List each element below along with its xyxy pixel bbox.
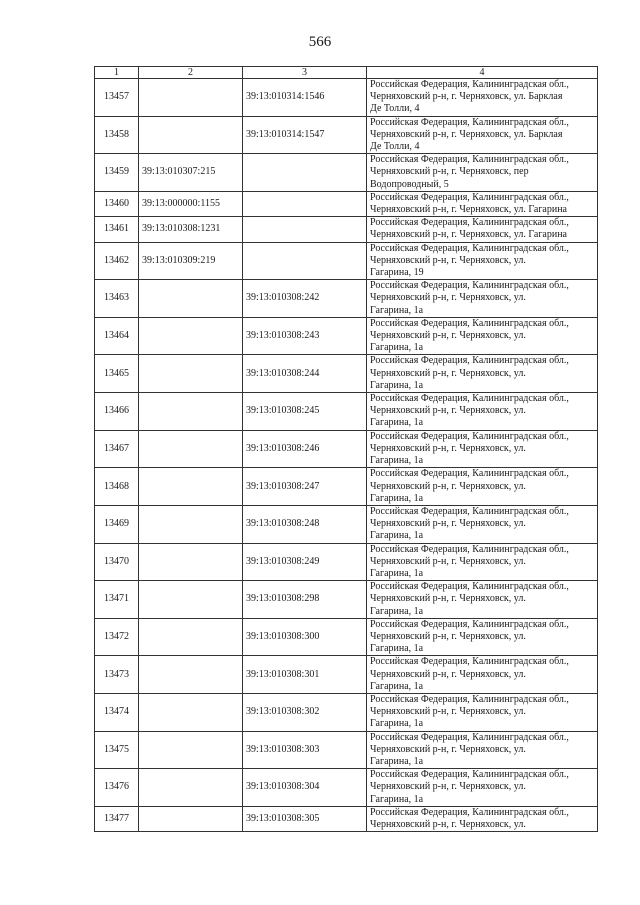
address-line: Гагарина, 1а (370, 605, 424, 617)
row-number: 13467 (95, 430, 139, 468)
row-number: 13473 (95, 656, 139, 694)
address-cell (367, 656, 598, 694)
cadastral-number-col3 (243, 191, 367, 216)
cadastral-number-col2 (139, 280, 243, 318)
address-line: Российская Федерация, Калининградская обл., (370, 355, 569, 367)
cadastral-number-col2 (139, 656, 243, 694)
column-header: 3 (243, 67, 367, 79)
address-cell (367, 154, 598, 192)
address-line: Гагарина, 1а (370, 379, 424, 391)
page-number: 566 (308, 34, 332, 50)
column-number-row (95, 67, 598, 79)
address-line: Российская Федерация, Калининградская обл., (370, 468, 569, 480)
address-line: Российская Федерация, Калининградская обл., (370, 505, 569, 517)
cadastral-number-col3: 39:13:010308:246 (243, 430, 367, 468)
cadastral-number-col3 (243, 217, 367, 242)
cadastral-number-col3: 39:13:010308:303 (243, 731, 367, 769)
cadastral-number-col2: 39:13:010308:1231 (139, 217, 243, 242)
row-number: 13472 (95, 618, 139, 656)
row-number: 13475 (95, 731, 139, 769)
address-line: Черняховский р-н, г. Черняховск, ул. (370, 254, 526, 266)
cadastral-number-col3: 39:13:010314:1547 (243, 116, 367, 154)
address-cell (367, 242, 598, 280)
row-number: 13468 (95, 468, 139, 506)
address-line: Российская Федерация, Калининградская обл., (370, 731, 569, 743)
address-cell (367, 116, 598, 154)
cadastral-number-col3 (243, 154, 367, 192)
cadastral-number-col3: 39:13:010308:244 (243, 355, 367, 393)
address-line: Гагарина, 1а (370, 755, 424, 767)
table-row (95, 154, 598, 192)
row-number: 13459 (95, 154, 139, 192)
cadastral-number-col2 (139, 355, 243, 393)
cadastral-number-col3: 39:13:010308:300 (243, 618, 367, 656)
address-cell (367, 430, 598, 468)
address-line: Черняховский р-н, г. Черняховск, ул. Гагарина (370, 229, 567, 241)
address-line: Черняховский р-н, г. Черняховск, ул. (370, 480, 526, 492)
cadastral-number-col2 (139, 731, 243, 769)
cadastral-number-col3: 39:13:010308:302 (243, 693, 367, 731)
address-line: Российская Федерация, Калининградская обл., (370, 154, 569, 166)
table-row (95, 430, 598, 468)
address-line: Гагарина, 1а (370, 643, 424, 655)
address-cell (367, 191, 598, 216)
cadastral-number-col2 (139, 468, 243, 506)
address-cell (367, 468, 598, 506)
table-row (95, 355, 598, 393)
cadastral-number-col2 (139, 116, 243, 154)
address-line: Черняховский р-н, г. Черняховск, ул. (370, 367, 526, 379)
address-line: Гагарина, 1а (370, 492, 424, 504)
row-number: 13474 (95, 693, 139, 731)
table-row (95, 242, 598, 280)
cadastral-number-col3: 39:13:010308:301 (243, 656, 367, 694)
address-cell (367, 355, 598, 393)
cadastral-number-col2 (139, 543, 243, 581)
row-number: 13471 (95, 581, 139, 619)
address-cell (367, 806, 598, 831)
table-row (95, 79, 598, 117)
address-line: Российская Федерация, Калининградская обл., (370, 618, 569, 630)
column-header: 2 (139, 67, 243, 79)
registry-table (94, 66, 598, 832)
cadastral-number-col2 (139, 693, 243, 731)
address-line: Гагарина, 1а (370, 567, 424, 579)
cadastral-number-col3: 39:13:010308:243 (243, 317, 367, 355)
address-line: Российская Федерация, Калининградская обл., (370, 581, 569, 593)
address-line: Российская Федерация, Калининградская обл., (370, 769, 569, 781)
address-line: Российская Федерация, Калининградская обл., (370, 116, 569, 128)
address-line: Черняховский р-н, г. Черняховск, пер (370, 166, 529, 178)
cadastral-number-col3: 39:13:010308:305 (243, 806, 367, 831)
address-line: Гагарина, 1а (370, 417, 424, 429)
address-line: Гагарина, 1а (370, 680, 424, 692)
address-line: Российская Федерация, Калининградская обл., (370, 280, 569, 292)
table-row (95, 693, 598, 731)
table-row (95, 116, 598, 154)
table-row (95, 217, 598, 242)
address-line: Черняховский р-н, г. Черняховск, ул. (370, 330, 526, 342)
address-line: Гагарина, 1а (370, 793, 424, 805)
address-line: Гагарина, 1а (370, 455, 424, 467)
address-cell (367, 505, 598, 543)
table-row (95, 505, 598, 543)
address-line: Де Толли, 4 (370, 141, 420, 153)
row-number: 13469 (95, 505, 139, 543)
registry-body (95, 79, 598, 832)
address-cell (367, 79, 598, 117)
address-line: Черняховский р-н, г. Черняховск, ул. (370, 818, 526, 830)
row-number: 13457 (95, 79, 139, 117)
address-cell (367, 769, 598, 807)
column-header: 4 (367, 67, 598, 79)
address-line: Гагарина, 1а (370, 304, 424, 316)
cadastral-number-col3: 39:13:010308:249 (243, 543, 367, 581)
table-row (95, 393, 598, 431)
address-line: Гагарина, 1а (370, 530, 424, 542)
row-number: 13470 (95, 543, 139, 581)
address-line: Российская Федерация, Калининградская обл., (370, 430, 569, 442)
address-line: Черняховский р-н, г. Черняховск, ул. Гагарина (370, 204, 567, 216)
cadastral-number-col3: 39:13:010308:247 (243, 468, 367, 506)
address-cell (367, 543, 598, 581)
row-number: 13477 (95, 806, 139, 831)
address-line: Водопроводный, 5 (370, 178, 449, 190)
address-line: Российская Федерация, Калининградская обл., (370, 217, 569, 229)
address-line: Российская Федерация, Калининградская обл., (370, 543, 569, 555)
table-row (95, 468, 598, 506)
address-line: Черняховский р-н, г. Черняховск, ул. (370, 668, 526, 680)
address-cell (367, 393, 598, 431)
address-line: Черняховский р-н, г. Черняховск, ул. (370, 518, 526, 530)
address-line: Российская Федерация, Калининградская обл., (370, 242, 569, 254)
row-number: 13466 (95, 393, 139, 431)
address-line: Гагарина, 1а (370, 342, 424, 354)
address-line: Де Толли, 4 (370, 103, 420, 115)
row-number: 13476 (95, 769, 139, 807)
address-cell (367, 581, 598, 619)
address-line: Черняховский р-н, г. Черняховск, ул. Барклая (370, 128, 563, 140)
table-row (95, 581, 598, 619)
cadastral-number-col2 (139, 806, 243, 831)
table-row (95, 656, 598, 694)
cadastral-number-col2 (139, 317, 243, 355)
cadastral-number-col3: 39:13:010308:298 (243, 581, 367, 619)
cadastral-number-col2: 39:13:010307:215 (139, 154, 243, 192)
address-cell (367, 693, 598, 731)
address-line: Черняховский р-н, г. Черняховск, ул. (370, 555, 526, 567)
cadastral-number-col3: 39:13:010308:304 (243, 769, 367, 807)
address-line: Черняховский р-н, г. Черняховск, ул. (370, 405, 526, 417)
table-row (95, 806, 598, 831)
address-line: Российская Федерация, Калининградская обл., (370, 191, 569, 203)
row-number: 13465 (95, 355, 139, 393)
row-number: 13458 (95, 116, 139, 154)
row-number: 13461 (95, 217, 139, 242)
address-line: Российская Федерация, Калининградская обл., (370, 393, 569, 405)
cadastral-number-col2: 39:13:010309:219 (139, 242, 243, 280)
cadastral-number-col2: 39:13:000000:1155 (139, 191, 243, 216)
address-line: Черняховский р-н, г. Черняховск, ул. Барклая (370, 91, 563, 103)
address-line: Черняховский р-н, г. Черняховск, ул. (370, 630, 526, 642)
address-cell (367, 217, 598, 242)
address-cell (367, 731, 598, 769)
address-line: Российская Федерация, Калининградская обл., (370, 317, 569, 329)
column-header: 1 (95, 67, 139, 79)
cadastral-number-col2 (139, 79, 243, 117)
cadastral-number-col3 (243, 242, 367, 280)
table-row (95, 618, 598, 656)
cadastral-number-col2 (139, 393, 243, 431)
address-line: Черняховский р-н, г. Черняховск, ул. (370, 743, 526, 755)
address-line: Черняховский р-н, г. Черняховск, ул. (370, 292, 526, 304)
cadastral-number-col3: 39:13:010314:1546 (243, 79, 367, 117)
cadastral-number-col2 (139, 769, 243, 807)
address-line: Черняховский р-н, г. Черняховск, ул. (370, 442, 526, 454)
address-line: Российская Федерация, Калининградская обл., (370, 656, 569, 668)
cadastral-number-col3: 39:13:010308:245 (243, 393, 367, 431)
cadastral-number-col2 (139, 430, 243, 468)
row-number: 13463 (95, 280, 139, 318)
address-line: Гагарина, 19 (370, 267, 424, 279)
row-number: 13460 (95, 191, 139, 216)
table-row (95, 280, 598, 318)
address-line: Российская Федерация, Калининградская обл., (370, 693, 569, 705)
cadastral-number-col3: 39:13:010308:248 (243, 505, 367, 543)
address-line: Российская Федерация, Калининградская обл., (370, 79, 569, 90)
row-number: 13462 (95, 242, 139, 280)
row-number: 13464 (95, 317, 139, 355)
address-cell (367, 618, 598, 656)
address-cell (367, 280, 598, 318)
address-cell (367, 317, 598, 355)
cadastral-number-col2 (139, 505, 243, 543)
address-line: Российская Федерация, Калининградская обл., (370, 806, 569, 818)
cadastral-number-col2 (139, 581, 243, 619)
cadastral-number-col3: 39:13:010308:242 (243, 280, 367, 318)
address-line: Черняховский р-н, г. Черняховск, ул. (370, 781, 526, 793)
table-row (95, 543, 598, 581)
table-row (95, 191, 598, 216)
table-row (95, 731, 598, 769)
cadastral-number-col2 (139, 618, 243, 656)
address-line: Черняховский р-н, г. Черняховск, ул. (370, 593, 526, 605)
table-row (95, 769, 598, 807)
address-line: Гагарина, 1а (370, 718, 424, 730)
table-row (95, 317, 598, 355)
address-line: Черняховский р-н, г. Черняховск, ул. (370, 706, 526, 718)
